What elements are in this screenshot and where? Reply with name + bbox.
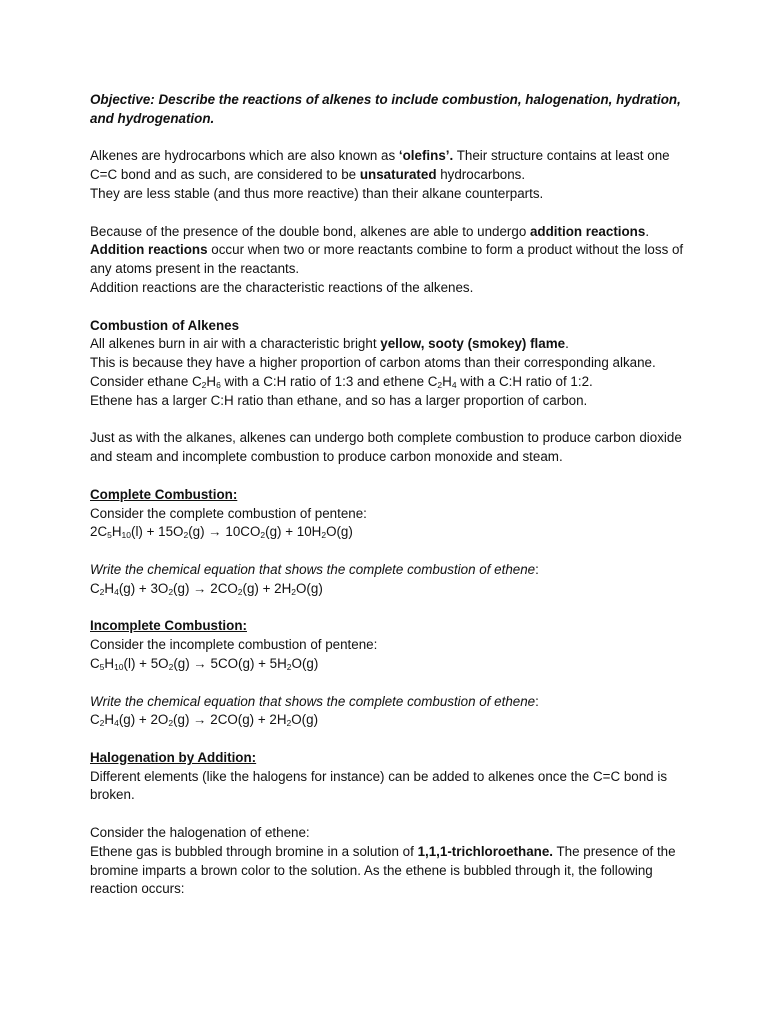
solvent-term: 1,1,1-trichloroethane. bbox=[417, 843, 553, 859]
equation-text: H bbox=[111, 524, 122, 540]
complete-heading: Complete Combustion: bbox=[90, 486, 238, 502]
addition-text: . bbox=[645, 223, 650, 239]
halogenation-heading: Halogenation by Addition: bbox=[90, 749, 257, 765]
combustion-heading: Combustion of Alkenes bbox=[90, 317, 240, 333]
equation-text: (g) + 3O bbox=[118, 580, 169, 596]
equation-text: (g) + 10H bbox=[265, 524, 322, 540]
equation-text: (l) + 15O bbox=[131, 524, 184, 540]
halogenation-definition: Different elements (like the halogens for instance) can be added to alkenes once the C=C bond is broken. bbox=[90, 768, 668, 803]
equation-text: O(g) bbox=[326, 524, 353, 540]
intro-text: hydrocarbons. bbox=[436, 167, 526, 183]
combustion-flame bbox=[90, 335, 690, 354]
prompt-text: Write the chemical equation that shows the complete combustion of ethene bbox=[90, 693, 536, 709]
complete-prompt bbox=[90, 561, 690, 580]
ratio-text: with a C:H ratio of 1:2. bbox=[456, 373, 593, 389]
subscript: 10 bbox=[114, 661, 124, 672]
ratio-text: H bbox=[206, 373, 217, 389]
equation-text: H bbox=[104, 655, 115, 671]
incomplete-intro: Consider the incomplete combustion of pentene: bbox=[90, 637, 378, 653]
subscript: 2 bbox=[183, 530, 189, 541]
addition-term: Addition reactions bbox=[90, 242, 208, 258]
equation-text: O(g) bbox=[291, 655, 319, 671]
stability-sentence: They are less stable (and thus more reactive) than their alkane counterparts. bbox=[90, 185, 544, 201]
equation-text: O(g) bbox=[296, 580, 323, 596]
equation-text: C bbox=[90, 655, 100, 671]
addition-paragraph bbox=[90, 223, 690, 242]
subscript: 4 bbox=[114, 586, 119, 597]
prompt-colon: : bbox=[535, 693, 539, 709]
ratio-text: Consider ethane C bbox=[90, 373, 202, 389]
combustion-reason: This is because they have a higher proportion of carbon atoms than their corresponding alkane. bbox=[90, 355, 656, 371]
subscript: 2 bbox=[286, 718, 292, 729]
equation-text: (g) → 5CO(g) + 5H bbox=[173, 655, 287, 671]
equation-text: O(g) bbox=[291, 712, 319, 728]
objective: Objective: Describe the reactions of alkenes to include combustion, halogenation, hydration, and hydrogenation. bbox=[90, 92, 681, 126]
incomplete-prompt bbox=[90, 693, 690, 712]
subscript: 10 bbox=[121, 530, 131, 541]
equation-text: H bbox=[104, 712, 115, 728]
flame-term: yellow, sooty (smokey) flame bbox=[380, 336, 566, 352]
incomplete-ethene-equation bbox=[90, 711, 690, 730]
subscript: 2 bbox=[168, 586, 174, 597]
incomplete-pentene-equation bbox=[90, 655, 690, 674]
complete-ethene-equation bbox=[90, 580, 690, 599]
subscript: 2 bbox=[321, 530, 327, 541]
addition-text: occur when two or more reactants combine to form a product without the loss of any atoms present in the reactants. bbox=[90, 242, 684, 277]
subscript: 2 bbox=[260, 530, 266, 541]
subscript: 2 bbox=[168, 661, 174, 672]
subscript: 6 bbox=[216, 379, 221, 390]
addition-characteristic: Addition reactions are the characteristic reactions of the alkenes. bbox=[90, 279, 474, 295]
procedure-text: Ethene gas is bubbled through bromine in a solution of bbox=[90, 843, 418, 859]
subscript: 5 bbox=[99, 661, 105, 672]
combustion-text: . bbox=[565, 336, 569, 352]
equation-text: C bbox=[90, 712, 100, 728]
subscript: 2 bbox=[437, 379, 443, 390]
incomplete-heading: Incomplete Combustion: bbox=[90, 618, 247, 634]
equation-text: (g) + 2H bbox=[242, 580, 292, 596]
halogenation-procedure bbox=[90, 843, 690, 899]
complete-intro: Consider the complete combustion of pentene: bbox=[90, 505, 367, 521]
procedure-text: The presence of the bromine imparts a brown color to the solution. As the ethene is bubbled through it, the following reaction occurs: bbox=[90, 843, 676, 897]
prompt-text: Write the chemical equation that shows the complete combustion of ethene bbox=[90, 561, 536, 577]
subscript: 2 bbox=[99, 586, 105, 597]
equation-text: (l) + 5O bbox=[123, 655, 169, 671]
subscript: 2 bbox=[168, 718, 174, 729]
subscript: 4 bbox=[114, 718, 119, 729]
olefins-term: ‘olefins’. bbox=[398, 148, 454, 164]
combustion-comparison: Ethene has a larger C:H ratio than ethane, and so has a larger proportion of carbon. bbox=[90, 392, 588, 408]
intro-text: Alkenes are hydrocarbons which are also known as bbox=[90, 148, 399, 164]
prompt-colon: : bbox=[535, 561, 539, 577]
complete-pentene-equation bbox=[90, 523, 690, 542]
equation-text: C bbox=[90, 580, 100, 596]
halogenation-intro: Consider the halogenation of ethene: bbox=[90, 825, 310, 841]
ratio-text: with a C:H ratio of 1:3 and ethene C bbox=[220, 373, 438, 389]
subscript: 5 bbox=[107, 530, 112, 541]
subscript: 4 bbox=[451, 379, 457, 390]
ratio-text: H bbox=[442, 373, 452, 389]
intro-paragraph bbox=[90, 147, 690, 185]
subscript: 2 bbox=[201, 379, 207, 390]
subscript: 2 bbox=[286, 661, 292, 672]
document-body bbox=[90, 91, 690, 899]
equation-text: (g) + 2O bbox=[118, 712, 169, 728]
equation-text: (g) → 2CO bbox=[173, 580, 238, 596]
addition-text: Because of the presence of the double bond, alkenes are able to undergo bbox=[90, 223, 530, 239]
addition-definition bbox=[90, 241, 690, 279]
addition-term: addition reactions bbox=[529, 223, 646, 239]
subscript: 2 bbox=[99, 718, 105, 729]
combustion-types: Just as with the alkanes, alkenes can undergo both complete combustion to produce carbon dioxide and steam and incomplete combustion to produce carbon monoxide and steam. bbox=[90, 430, 682, 465]
intro-text: Their structure contains at least one C=C bond and as such, are considered to be bbox=[90, 148, 670, 183]
combustion-ratio bbox=[90, 373, 690, 392]
equation-text: H bbox=[104, 580, 115, 596]
equation-text: (g) → 2CO(g) + 2H bbox=[173, 712, 287, 728]
unsaturated-term: unsaturated bbox=[359, 167, 437, 183]
equation-text: (g) → 10CO bbox=[188, 524, 261, 540]
subscript: 2 bbox=[291, 586, 296, 597]
equation-text: 2C bbox=[90, 524, 108, 540]
combustion-text: All alkenes burn in air with a characteristic bright bbox=[90, 336, 381, 352]
subscript: 2 bbox=[237, 586, 243, 597]
